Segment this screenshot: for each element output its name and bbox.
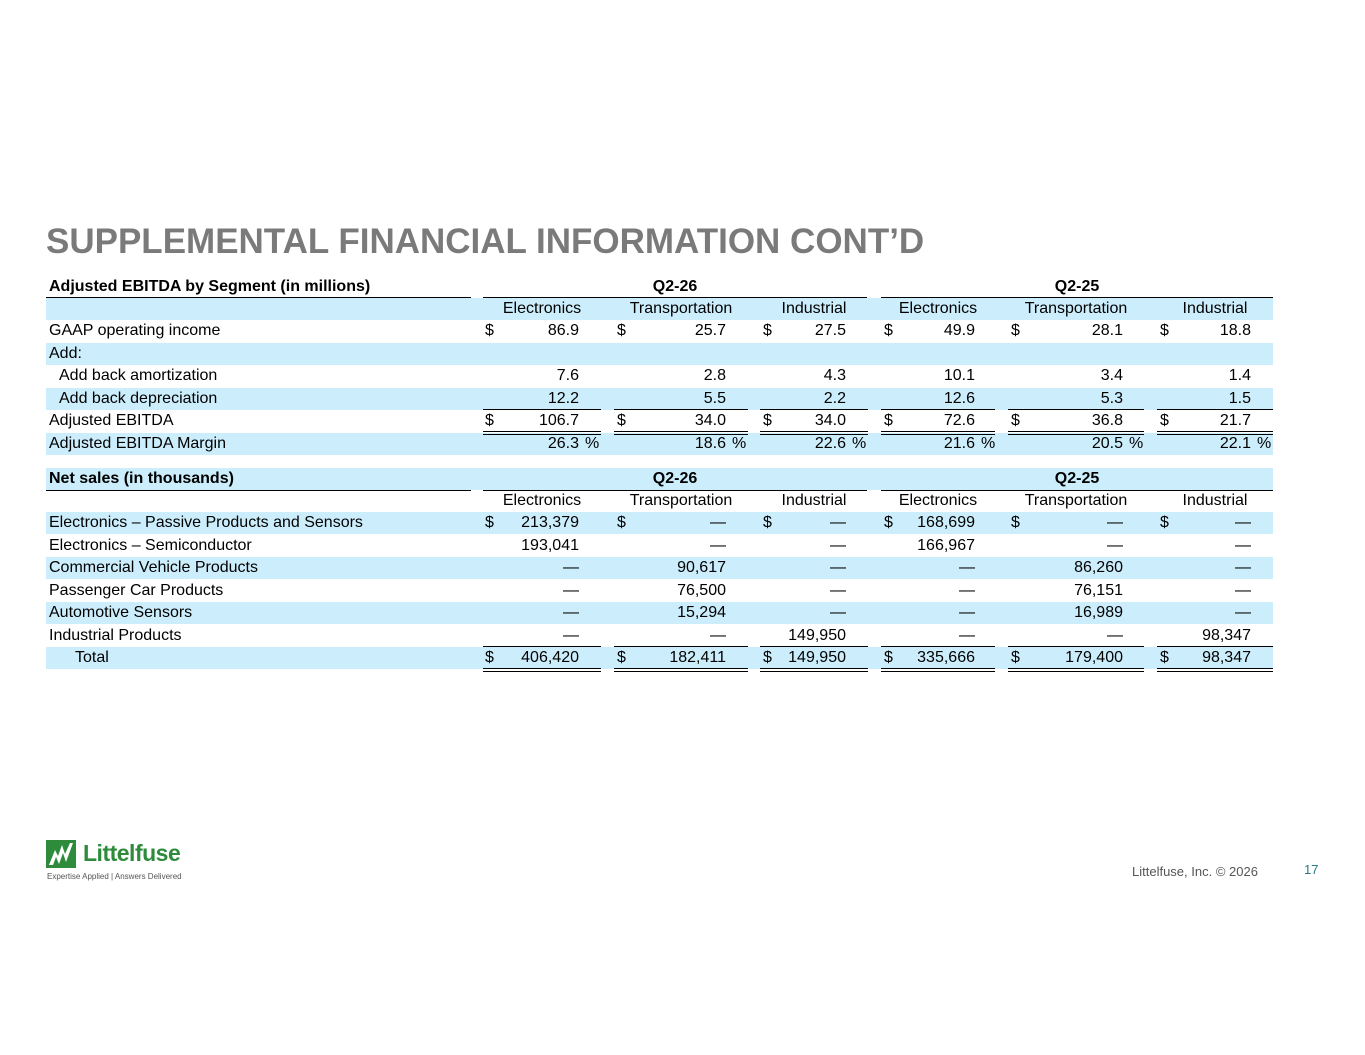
value-cell: 106.7 [538, 412, 579, 429]
row-label: Total [75, 649, 109, 666]
value-cell: — [830, 536, 846, 554]
value-cell: 3.4 [1100, 367, 1123, 384]
value-cell: — [1107, 626, 1123, 644]
subtotal-underline [483, 646, 601, 647]
percent-symbol: % [1129, 434, 1144, 452]
currency-symbol: $ [485, 412, 494, 429]
value-cell: — [563, 559, 579, 576]
ebitda-column-header-row [46, 298, 1273, 320]
value-cell: 22.1 [1219, 434, 1251, 452]
value-cell [865, 343, 975, 365]
value-cell: — [710, 536, 726, 554]
subtotal-underline [1008, 409, 1144, 410]
table-row [46, 320, 1273, 342]
column-header: Industrial [1182, 300, 1248, 317]
percent-symbol: % [585, 434, 600, 452]
currency-symbol: $ [1160, 649, 1169, 666]
total-double-underline [1157, 668, 1273, 672]
value-cell: 213,379 [521, 514, 579, 531]
group-label-q2-26: Q2-26 [652, 470, 698, 487]
value-cell: — [830, 559, 846, 576]
column-header: Industrial [781, 492, 847, 509]
currency-symbol: $ [1011, 412, 1020, 429]
subtotal-underline [483, 409, 601, 410]
value-cell: 27.5 [814, 322, 846, 339]
total-double-underline [614, 668, 748, 672]
value-cell: 22.6 [814, 434, 846, 452]
value-cell: 149,950 [788, 626, 846, 644]
value-cell: — [830, 604, 846, 621]
sales-header-row [46, 468, 1273, 490]
value-cell: 34.0 [814, 412, 846, 429]
value-cell: 76,500 [677, 581, 726, 599]
ebitda-header-row [46, 276, 1273, 298]
value-cell: 21.6 [943, 434, 975, 452]
percent-symbol: % [852, 434, 867, 452]
currency-symbol: $ [884, 412, 893, 429]
column-header: Electronics [898, 300, 978, 317]
value-cell: — [710, 514, 726, 531]
value-cell: 5.5 [703, 389, 726, 407]
total-double-underline [881, 668, 995, 672]
currency-symbol: $ [763, 322, 772, 339]
value-cell: 98,347 [1202, 649, 1251, 666]
currency-symbol: $ [485, 649, 494, 666]
currency-symbol: $ [1011, 322, 1020, 339]
currency-symbol: $ [763, 412, 772, 429]
value-cell: — [1235, 604, 1251, 621]
value-cell: — [959, 604, 975, 621]
table-row [46, 410, 1273, 432]
group-label-q2-25: Q2-25 [1054, 278, 1100, 295]
table-row [46, 343, 1273, 365]
currency-symbol: $ [1160, 322, 1169, 339]
row-label: Adjusted EBITDA Margin [49, 434, 226, 452]
value-cell: 193,041 [521, 536, 579, 554]
logo-tagline: Expertise Applied | Answers Delivered [47, 872, 182, 881]
currency-symbol: $ [485, 514, 494, 531]
row-label: Electronics – Semiconductor [49, 536, 252, 554]
currency-symbol: $ [1160, 412, 1169, 429]
value-cell: — [959, 559, 975, 576]
value-cell: 49.9 [943, 322, 975, 339]
value-cell: 406,420 [521, 649, 579, 666]
table-row [46, 557, 1273, 579]
value-cell: 10.1 [943, 367, 975, 384]
total-double-underline [760, 431, 868, 435]
value-cell: — [1235, 514, 1251, 531]
value-cell [736, 343, 846, 365]
value-cell: — [563, 581, 579, 599]
subtotal-underline [760, 646, 868, 647]
percent-symbol: % [1257, 434, 1272, 452]
value-cell: — [959, 626, 975, 644]
ebitda-heading: Adjusted EBITDA by Segment (in millions) [49, 278, 371, 295]
row-label: Automotive Sensors [49, 604, 193, 621]
row-label: Commercial Vehicle Products [49, 559, 258, 576]
sales-column-header-row [46, 490, 1273, 512]
logo-mark-icon [46, 840, 76, 868]
column-header: Industrial [1182, 492, 1248, 509]
value-cell: — [563, 604, 579, 621]
subtotal-underline [614, 409, 748, 410]
value-cell: — [1107, 514, 1123, 531]
currency-symbol: $ [884, 649, 893, 666]
total-double-underline [760, 668, 868, 672]
value-cell: — [563, 626, 579, 644]
column-header: Electronics [502, 492, 582, 509]
value-cell: 15,294 [677, 604, 726, 621]
value-cell: 168,699 [917, 514, 975, 531]
column-header: Transportation [629, 492, 733, 509]
table-row [46, 647, 1273, 669]
value-cell: 90,617 [677, 559, 726, 576]
value-cell: 2.2 [823, 389, 846, 407]
table-row [46, 535, 1273, 557]
value-cell: 179,400 [1065, 649, 1123, 666]
value-cell: 149,950 [788, 649, 846, 666]
row-label: Passenger Car Products [49, 581, 224, 599]
column-header: Transportation [629, 300, 733, 317]
table-row [46, 433, 1273, 455]
group-label-q2-26: Q2-26 [652, 278, 698, 295]
row-label: GAAP operating income [49, 322, 221, 339]
value-cell: — [830, 514, 846, 531]
value-cell: 20.5 [1091, 434, 1123, 452]
value-cell: 26.3 [547, 434, 579, 452]
value-cell: 1.4 [1228, 367, 1251, 384]
column-header: Transportation [1024, 492, 1128, 509]
currency-symbol: $ [485, 322, 494, 339]
value-cell: — [1235, 536, 1251, 554]
value-cell: 86.9 [547, 322, 579, 339]
column-header: Transportation [1024, 300, 1128, 317]
table-row [46, 580, 1273, 602]
column-header: Electronics [502, 300, 582, 317]
value-cell: 5.3 [1100, 389, 1123, 407]
row-label: Adjusted EBITDA [49, 412, 174, 429]
total-double-underline [614, 431, 748, 435]
value-cell [1141, 343, 1251, 365]
total-double-underline [881, 431, 995, 435]
column-header: Industrial [781, 300, 847, 317]
currency-symbol: $ [617, 412, 626, 429]
percent-symbol: % [981, 434, 996, 452]
table-row [46, 512, 1273, 534]
value-cell: — [1235, 581, 1251, 599]
currency-symbol: $ [617, 649, 626, 666]
value-cell: 28.1 [1091, 322, 1123, 339]
value-cell: 18.6 [694, 434, 726, 452]
currency-symbol: $ [1011, 649, 1020, 666]
row-label: Add back depreciation [59, 389, 218, 407]
total-double-underline [1008, 668, 1144, 672]
page-number: 17 [1304, 862, 1319, 877]
row-label: Add: [49, 344, 82, 362]
value-cell: 21.7 [1219, 412, 1251, 429]
table-row [46, 602, 1273, 624]
page-title: SUPPLEMENTAL FINANCIAL INFORMATION CONT’D [46, 222, 925, 261]
subtotal-underline [881, 409, 995, 410]
currency-symbol: $ [617, 322, 626, 339]
currency-symbol: $ [1011, 514, 1020, 531]
currency-symbol: $ [884, 514, 893, 531]
value-cell: 12.6 [943, 389, 975, 407]
total-double-underline [483, 431, 601, 435]
value-cell: 16,989 [1074, 604, 1123, 621]
total-double-underline [483, 668, 601, 672]
value-cell: 86,260 [1074, 559, 1123, 576]
value-cell: 76,151 [1074, 581, 1123, 599]
table-row [46, 365, 1273, 387]
value-cell: 7.6 [556, 367, 579, 384]
currency-symbol: $ [763, 514, 772, 531]
value-cell: — [959, 581, 975, 599]
value-cell: 4.3 [823, 367, 846, 384]
total-double-underline [1008, 431, 1144, 435]
value-cell: 12.2 [547, 389, 579, 407]
value-cell: 34.0 [694, 412, 726, 429]
subtotal-underline [614, 646, 748, 647]
subtotal-underline [760, 409, 868, 410]
subtotal-underline [881, 646, 995, 647]
value-cell: 2.8 [703, 367, 726, 384]
subtotal-underline [1008, 646, 1144, 647]
row-label: Electronics – Passive Products and Sensors [49, 514, 363, 531]
row-label: Industrial Products [49, 626, 182, 644]
value-cell: — [1235, 559, 1251, 576]
value-cell: 36.8 [1091, 412, 1123, 429]
group-label-q2-25: Q2-25 [1054, 470, 1100, 487]
value-cell: 182,411 [669, 649, 726, 666]
column-header: Electronics [898, 492, 978, 509]
value-cell: 98,347 [1202, 626, 1251, 644]
subtotal-underline [1157, 646, 1273, 647]
logo-wordmark: Littelfuse [83, 840, 181, 866]
value-cell: 25.7 [694, 322, 726, 339]
value-cell: 1.5 [1228, 389, 1251, 407]
value-cell: — [710, 626, 726, 644]
company-logo [46, 838, 206, 886]
currency-symbol: $ [763, 649, 772, 666]
total-double-underline [1157, 431, 1273, 435]
value-cell: — [830, 581, 846, 599]
currency-symbol: $ [617, 514, 626, 531]
value-cell: 166,967 [917, 536, 975, 554]
table-row [46, 625, 1273, 647]
row-label: Add back amortization [59, 367, 218, 384]
value-cell: 72.6 [943, 412, 975, 429]
copyright: Littelfuse, Inc. © 2026 [1132, 864, 1258, 879]
value-cell [469, 343, 579, 365]
currency-symbol: $ [884, 322, 893, 339]
value-cell: 335,666 [917, 649, 975, 666]
value-cell: — [1107, 536, 1123, 554]
value-cell [616, 343, 726, 365]
subtotal-underline [1157, 409, 1273, 410]
currency-symbol: $ [1160, 514, 1169, 531]
value-cell: 18.8 [1219, 322, 1251, 339]
sales-heading: Net sales (in thousands) [49, 470, 234, 487]
table-row [46, 388, 1273, 410]
percent-symbol: % [732, 434, 747, 452]
value-cell [1013, 343, 1123, 365]
